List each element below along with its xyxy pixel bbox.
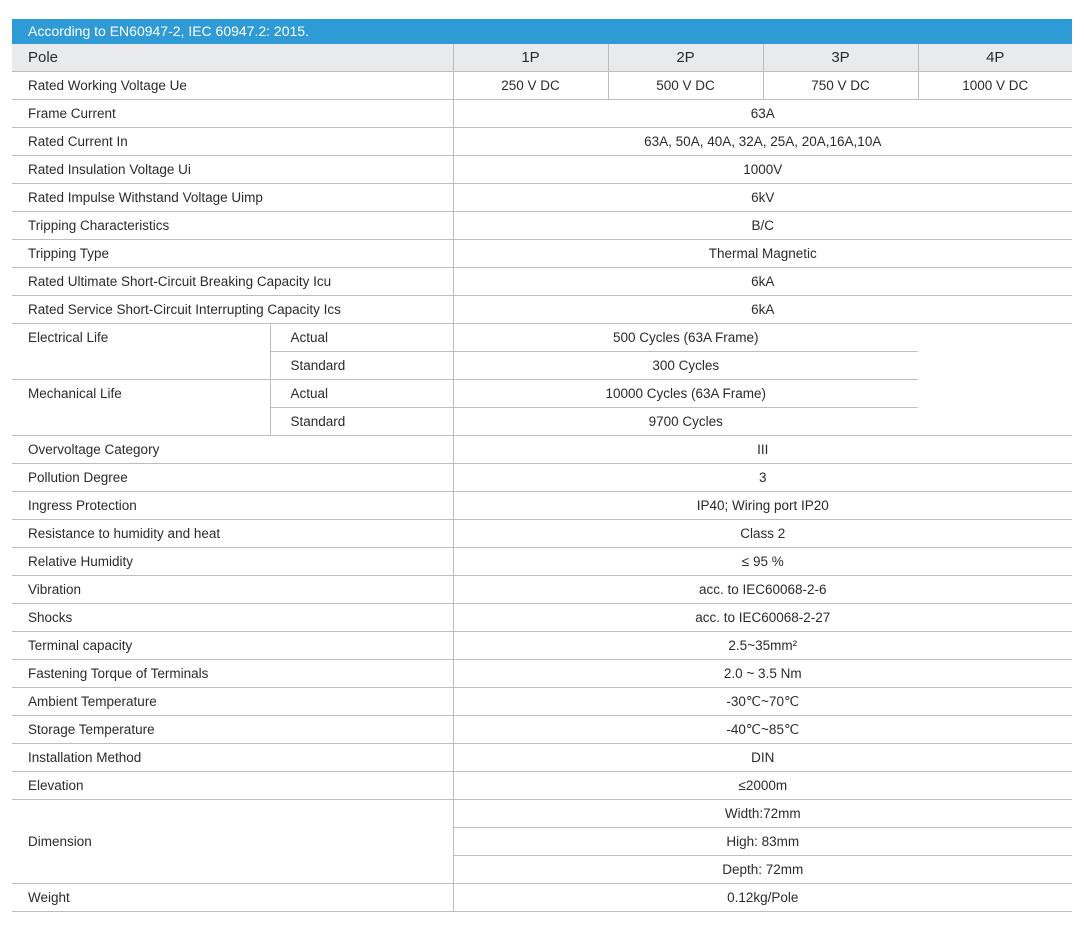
row-label: Rated Current In bbox=[12, 128, 453, 156]
spec-table bbox=[12, 44, 1072, 912]
row-label: Rated Insulation Voltage Ui bbox=[12, 156, 453, 184]
row-label: Frame Current bbox=[12, 100, 453, 128]
mechanical-life-label: Mechanical Life bbox=[12, 380, 270, 436]
table-row bbox=[12, 548, 1072, 576]
table-row bbox=[12, 212, 1072, 240]
sub-label-standard: Standard bbox=[270, 408, 453, 436]
row-value: III bbox=[453, 436, 1072, 464]
table-row bbox=[12, 240, 1072, 268]
table-row bbox=[12, 884, 1072, 912]
table-row bbox=[12, 716, 1072, 744]
pole-4p-header: 4P bbox=[918, 44, 1072, 72]
electrical-life-actual: 500 Cycles (63A Frame) bbox=[453, 324, 918, 352]
header-row bbox=[12, 44, 1072, 72]
row-value: Class 2 bbox=[453, 520, 1072, 548]
table-row bbox=[12, 632, 1072, 660]
table-row bbox=[12, 660, 1072, 688]
row-label: Pollution Degree bbox=[12, 464, 453, 492]
row-value: acc. to IEC60068-2-27 bbox=[453, 604, 1072, 632]
row-value: -40℃~85℃ bbox=[453, 716, 1072, 744]
table-row bbox=[12, 520, 1072, 548]
weight-value: 0.12kg/Pole bbox=[453, 884, 1072, 912]
row-value: B/C bbox=[453, 212, 1072, 240]
row-label: Tripping Type bbox=[12, 240, 453, 268]
electrical-life-label: Electrical Life bbox=[12, 324, 270, 380]
table-row bbox=[12, 100, 1072, 128]
row-label: Rated Service Short-Circuit Interrupting Capacity Ics bbox=[12, 296, 453, 324]
voltage-4p: 1000 V DC bbox=[918, 72, 1072, 100]
sub-label-actual: Actual bbox=[270, 380, 453, 408]
electrical-life-standard: 300 Cycles bbox=[453, 352, 918, 380]
table-row bbox=[12, 296, 1072, 324]
row-label: Storage Temperature bbox=[12, 716, 453, 744]
row-value: 2.0 ~ 3.5 Nm bbox=[453, 660, 1072, 688]
row-label: Tripping Characteristics bbox=[12, 212, 453, 240]
table-row bbox=[12, 184, 1072, 212]
row-label: Ingress Protection bbox=[12, 492, 453, 520]
table-row bbox=[12, 492, 1072, 520]
row-value: ≤2000m bbox=[453, 772, 1072, 800]
row-value: acc. to IEC60068-2-6 bbox=[453, 576, 1072, 604]
pole-2p-header: 2P bbox=[608, 44, 763, 72]
table-row bbox=[12, 744, 1072, 772]
table-row bbox=[12, 604, 1072, 632]
row-value: DIN bbox=[453, 744, 1072, 772]
table-row bbox=[12, 128, 1072, 156]
row-value: 63A bbox=[453, 100, 1072, 128]
pole-3p-header: 3P bbox=[763, 44, 918, 72]
row-label: Installation Method bbox=[12, 744, 453, 772]
table-row bbox=[12, 800, 1072, 828]
sub-label-actual: Actual bbox=[270, 324, 453, 352]
row-label: Overvoltage Category bbox=[12, 436, 453, 464]
row-label: Elevation bbox=[12, 772, 453, 800]
table-row bbox=[12, 380, 1072, 408]
dimension-width: Width:72mm bbox=[453, 800, 1072, 828]
row-label: Vibration bbox=[12, 576, 453, 604]
standard-banner: According to EN60947-2, IEC 60947.2: 2015. bbox=[12, 19, 1072, 44]
table-row bbox=[12, 688, 1072, 716]
row-value: 6kV bbox=[453, 184, 1072, 212]
row-label: Ambient Temperature bbox=[12, 688, 453, 716]
row-label: Terminal capacity bbox=[12, 632, 453, 660]
pole-header-label: Pole bbox=[12, 44, 453, 72]
row-value: 6kA bbox=[453, 296, 1072, 324]
row-label: Rated Working Voltage Ue bbox=[12, 72, 453, 100]
row-value: 3 bbox=[453, 464, 1072, 492]
row-label: Fastening Torque of Terminals bbox=[12, 660, 453, 688]
row-label: Relative Humidity bbox=[12, 548, 453, 576]
row-value: 63A, 50A, 40A, 32A, 25A, 20A,16A,10A bbox=[453, 128, 1072, 156]
weight-label: Weight bbox=[12, 884, 453, 912]
table-row bbox=[12, 772, 1072, 800]
dimension-depth: Depth: 72mm bbox=[453, 856, 1072, 884]
row-label: Rated Impulse Withstand Voltage Uimp bbox=[12, 184, 453, 212]
table-row bbox=[12, 268, 1072, 296]
row-value: Thermal Magnetic bbox=[453, 240, 1072, 268]
table-row bbox=[12, 576, 1072, 604]
sub-label-standard: Standard bbox=[270, 352, 453, 380]
row-value: 6kA bbox=[453, 268, 1072, 296]
row-value: 1000V bbox=[453, 156, 1072, 184]
voltage-1p: 250 V DC bbox=[453, 72, 608, 100]
dimension-high: High: 83mm bbox=[453, 828, 1072, 856]
voltage-3p: 750 V DC bbox=[763, 72, 918, 100]
row-value: 2.5~35mm² bbox=[453, 632, 1072, 660]
pole-1p-header: 1P bbox=[453, 44, 608, 72]
row-value: IP40; Wiring port IP20 bbox=[453, 492, 1072, 520]
dimension-label: Dimension bbox=[12, 800, 453, 884]
mechanical-life-actual: 10000 Cycles (63A Frame) bbox=[453, 380, 918, 408]
mechanical-life-standard: 9700 Cycles bbox=[453, 408, 918, 436]
row-label: Rated Ultimate Short-Circuit Breaking Capacity Icu bbox=[12, 268, 453, 296]
table-row bbox=[12, 72, 1072, 100]
row-value: ≤ 95 % bbox=[453, 548, 1072, 576]
row-label: Shocks bbox=[12, 604, 453, 632]
table-row bbox=[12, 436, 1072, 464]
row-label: Resistance to humidity and heat bbox=[12, 520, 453, 548]
table-row bbox=[12, 464, 1072, 492]
voltage-2p: 500 V DC bbox=[608, 72, 763, 100]
row-value: -30℃~70℃ bbox=[453, 688, 1072, 716]
table-row bbox=[12, 324, 1072, 352]
table-row bbox=[12, 156, 1072, 184]
